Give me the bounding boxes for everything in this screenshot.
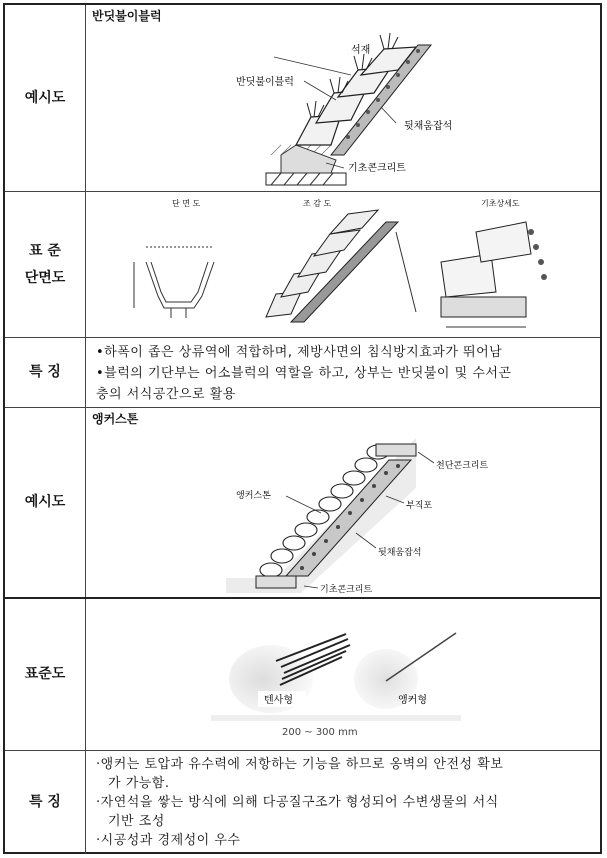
caption-anchor: 앵커형 <box>398 695 427 706</box>
feature-item <box>96 831 592 850</box>
callout-firefly-block: 반딧불이블럭 <box>236 77 294 88</box>
callout-top-concrete: 천단콘크리트 <box>436 461 489 471</box>
example-cell <box>86 5 600 191</box>
document-table <box>3 3 602 854</box>
block-title: 반딧불이블럭 <box>92 9 162 23</box>
firefly-block-illustration <box>86 5 602 190</box>
feature-list <box>96 755 592 850</box>
row-standard-section <box>5 192 600 338</box>
feature-list <box>96 342 592 405</box>
feature-item <box>96 793 592 812</box>
dimension-bar <box>211 715 461 721</box>
feature-text: 앵커는 토압과 유수력에 저항하는 기능을 하므로 옹벽의 안전성 확보 <box>100 757 504 772</box>
row-label: 예시도 <box>5 5 86 191</box>
section-profile <box>134 247 214 318</box>
anchor-stone-illustration <box>86 408 602 597</box>
features-cell <box>86 751 600 854</box>
standard-cell <box>86 599 600 750</box>
feature-item <box>96 363 592 384</box>
example-cell <box>86 408 600 597</box>
feature-continuation: 충의 서식공간으로 활용 <box>96 387 236 402</box>
dimension-label: 200 ~ 300 mm <box>282 727 358 738</box>
caption-tensa: 텐사형 <box>264 695 293 706</box>
callout-foundation: 기초콘크리트 <box>348 163 406 174</box>
block-title: 앵커스톤 <box>92 412 139 426</box>
row-standard-figure <box>5 599 600 751</box>
top-concrete <box>376 444 416 456</box>
callout-stone: 석재 <box>351 45 371 56</box>
feature-continuation: 가 가능함. <box>108 776 170 791</box>
bullet: · <box>96 833 101 848</box>
detail-blocks <box>441 222 531 297</box>
detail-foundation <box>441 297 526 317</box>
subtitle-foundation-detail: 기초상세도 <box>481 199 520 208</box>
features-cell <box>86 338 600 407</box>
section-cell <box>86 192 600 337</box>
bullet: • <box>96 366 105 381</box>
row-label: 특 징 <box>5 751 86 854</box>
row-label: 표 준 단면도 <box>5 192 86 337</box>
callout-nonwoven: 부직포 <box>406 501 433 511</box>
row-features-anchor <box>5 751 600 854</box>
concrete-base <box>281 145 336 173</box>
callout-backfill: 뒷채움잡석 <box>378 548 422 558</box>
feature-continuation: 기반 조성 <box>108 814 165 829</box>
feature-item <box>96 342 592 363</box>
row-anchor-example <box>5 408 600 599</box>
row-firefly-example <box>5 5 600 192</box>
section-drawings <box>86 192 602 338</box>
bullet: • <box>96 345 105 360</box>
feature-item <box>96 755 592 774</box>
feature-text: 시공성과 경제성이 우수 <box>100 833 241 848</box>
bullet: · <box>96 757 101 772</box>
feature-text: 하폭이 좁은 상류역에 적합하며, 제방사면의 침식방지효과가 뛰어남 <box>104 345 503 360</box>
bullet: · <box>96 795 101 810</box>
subtitle-bird-eye: 조 감 도 <box>303 199 332 208</box>
feature-text: 블럭의 기단부는 어소블럭의 역할을 하고, 상부는 반딧불이 및 수서곤 <box>104 366 512 381</box>
foundation <box>256 576 296 588</box>
callout-foundation: 기초콘크리트 <box>320 585 373 595</box>
row-features-firefly <box>5 338 600 408</box>
row-label: 표준도 <box>5 599 86 750</box>
row-label: 예시도 <box>5 408 86 597</box>
callout-anchor-stone: 앵커스톤 <box>236 491 271 501</box>
callout-backfill: 뒷채움잡석 <box>404 121 453 132</box>
anchor-type-photos <box>86 599 602 751</box>
row-label: 특 징 <box>5 338 86 407</box>
subtitle-section: 단 면 도 <box>172 199 201 208</box>
feature-text: 자연석을 쌓는 방식에 의해 다공질구조가 형성되어 수변생물의 서식 <box>100 795 499 810</box>
